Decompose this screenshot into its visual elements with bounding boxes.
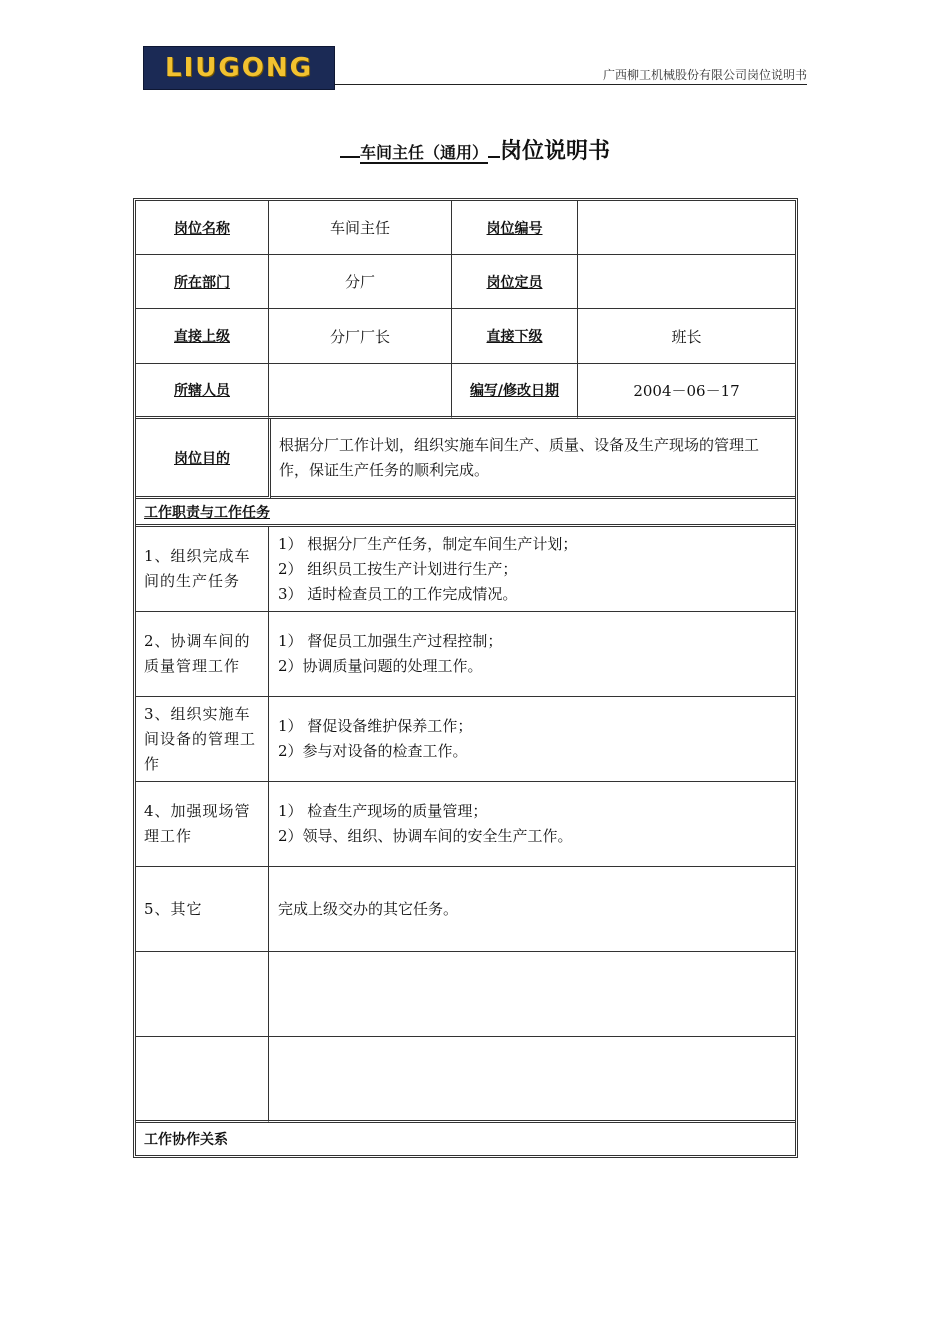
duty-task: 1） 检查生产现场的质量管理； — [278, 802, 488, 820]
superior-value: 分厂厂长 — [269, 309, 452, 364]
purpose-text: 根据分厂工作计划，组织实施车间生产、质量、设备及生产现场的管理工作，保证生产任务的顺利完成。 — [271, 419, 795, 499]
duties-section-label: 工作职责与工作任务 — [144, 504, 270, 521]
staff-label: 所辖人员 — [136, 364, 269, 419]
job-description-table — [133, 198, 798, 1158]
duty-task: 3） 适时检查员工的工作完成情况。 — [278, 584, 518, 603]
position-code-label: 岗位编号 — [452, 201, 578, 255]
duty-title: 1、组织完成车间的生产任务 — [136, 527, 269, 612]
document-header-title: 广西柳工机械股份有限公司岗位说明书 — [602, 68, 807, 82]
duty-task: 1） 根据分厂生产任务，制定车间生产计划； — [278, 534, 578, 553]
duties-section-title — [136, 499, 795, 527]
page-title — [0, 134, 950, 165]
duty-title: 5、其它 — [136, 867, 269, 952]
department-label: 所在部门 — [136, 255, 269, 309]
position-code-value — [578, 201, 795, 255]
duty-task: 2）参与对设备的检查工作。 — [278, 742, 468, 760]
department-value: 分厂 — [269, 255, 452, 309]
collaboration-section-label: 工作协作关系 — [144, 1132, 228, 1148]
purpose-label: 岗位目的 — [136, 419, 271, 499]
headcount-value — [578, 255, 795, 309]
header-divider — [335, 84, 807, 85]
empty-duty-tasks — [269, 952, 795, 1037]
date-label: 编写/修改日期 — [452, 364, 578, 419]
position-name-value: 车间主任 — [269, 201, 452, 255]
duty-tasks — [269, 782, 795, 867]
duty-title: 3、组织实施车间设备的管理工作 — [136, 697, 269, 782]
collaboration-section-title — [136, 1123, 795, 1155]
duty-task: 1） 督促设备维护保养工作； — [278, 717, 473, 735]
subordinate-value: 班长 — [578, 309, 795, 364]
staff-value — [269, 364, 452, 419]
duty-title: 4、加强现场管理工作 — [136, 782, 269, 867]
duty-task: 完成上级交办的其它任务。 — [278, 899, 459, 918]
subordinate-label: 直接下级 — [452, 309, 578, 364]
duty-task: 2） 组织员工按生产计划进行生产； — [278, 559, 518, 578]
empty-duty-title — [136, 1037, 269, 1123]
duty-task: 1） 督促员工加强生产过程控制； — [278, 632, 503, 650]
empty-duty-title — [136, 952, 269, 1037]
logo-text: LIUGONG — [165, 53, 313, 83]
duty-tasks — [269, 867, 795, 952]
empty-duty-tasks — [269, 1037, 795, 1123]
duty-tasks — [269, 527, 795, 612]
date-value: 2004－06－17 — [578, 364, 795, 419]
company-logo — [143, 46, 335, 90]
duty-task: 2）领导、组织、协调车间的安全生产工作。 — [278, 827, 573, 845]
duty-title: 2、协调车间的质量管理工作 — [136, 612, 269, 697]
duty-task: 2）协调质量问题的处理工作。 — [278, 657, 483, 675]
title-underline-left — [340, 138, 360, 158]
duty-tasks — [269, 612, 795, 697]
title-underline-right — [488, 138, 500, 158]
headcount-label: 岗位定员 — [452, 255, 578, 309]
title-position: 车间主任（通用） — [359, 143, 488, 162]
position-name-label: 岗位名称 — [136, 201, 269, 255]
duty-tasks — [269, 697, 795, 782]
superior-label: 直接上级 — [136, 309, 269, 364]
title-doc-type: 岗位说明书 — [500, 139, 611, 164]
